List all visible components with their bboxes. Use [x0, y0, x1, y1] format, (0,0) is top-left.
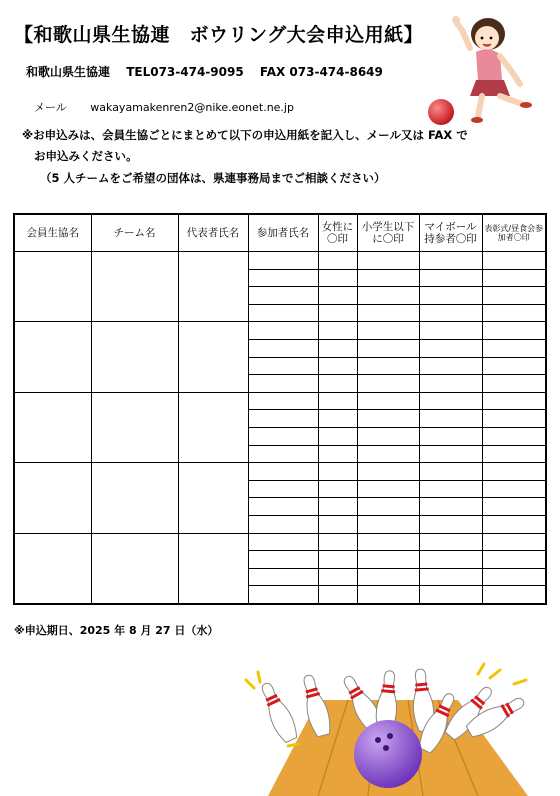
child-cell[interactable]: [357, 480, 419, 498]
table-body: [14, 252, 546, 604]
child-cell[interactable]: [357, 498, 419, 516]
female-cell[interactable]: [318, 252, 357, 270]
header-female: 女性に〇印: [318, 214, 357, 252]
ceremony-cell[interactable]: [482, 533, 546, 551]
participant-cell[interactable]: [248, 304, 318, 322]
ceremony-cell[interactable]: [482, 252, 546, 270]
female-cell[interactable]: [318, 287, 357, 305]
header-ceremony: 表彰式/昼食会参加者〇印: [482, 214, 546, 252]
ceremony-cell[interactable]: [482, 392, 546, 410]
participant-cell[interactable]: [248, 463, 318, 481]
team-cell[interactable]: [91, 322, 178, 392]
child-cell[interactable]: [357, 339, 419, 357]
representative-cell[interactable]: [178, 392, 248, 462]
ceremony-cell[interactable]: [482, 339, 546, 357]
participant-cell[interactable]: [248, 568, 318, 586]
ceremony-cell[interactable]: [482, 357, 546, 375]
female-cell[interactable]: [318, 463, 357, 481]
female-cell[interactable]: [318, 410, 357, 428]
participant-cell[interactable]: [248, 533, 318, 551]
ceremony-cell[interactable]: [482, 498, 546, 516]
myball-cell[interactable]: [419, 480, 482, 498]
representative-cell[interactable]: [178, 322, 248, 392]
participant-cell[interactable]: [248, 375, 318, 393]
participant-cell[interactable]: [248, 586, 318, 604]
myball-cell[interactable]: [419, 568, 482, 586]
header-participant: 参加者氏名: [248, 214, 318, 252]
header-coop: 会員生協名: [14, 214, 91, 252]
table-row: [14, 463, 546, 481]
table-header-row: [14, 214, 546, 252]
participant-cell[interactable]: [248, 498, 318, 516]
female-cell[interactable]: [318, 427, 357, 445]
table-row: [14, 392, 546, 410]
female-cell[interactable]: [318, 551, 357, 569]
team-cell[interactable]: [91, 463, 178, 533]
table-row: [14, 252, 546, 270]
mail-label: メール: [34, 101, 67, 114]
red-bowling-ball-icon: [426, 97, 456, 127]
myball-cell[interactable]: [419, 586, 482, 604]
child-cell[interactable]: [357, 445, 419, 463]
female-cell[interactable]: [318, 375, 357, 393]
participant-cell[interactable]: [248, 427, 318, 445]
header-representative: 代表者氏名: [178, 214, 248, 252]
female-cell[interactable]: [318, 515, 357, 533]
participant-cell[interactable]: [248, 551, 318, 569]
myball-cell[interactable]: [419, 304, 482, 322]
deadline-note: ※申込期日、2025 年 8 月 27 日（水）: [14, 624, 219, 637]
myball-cell[interactable]: [419, 463, 482, 481]
ceremony-cell[interactable]: [482, 375, 546, 393]
ceremony-cell[interactable]: [482, 551, 546, 569]
child-cell[interactable]: [357, 392, 419, 410]
participant-cell[interactable]: [248, 480, 318, 498]
myball-cell[interactable]: [419, 339, 482, 357]
ceremony-cell[interactable]: [482, 515, 546, 533]
note-line-1: ※お申込みは、会員生協ごとにまとめて以下の申込用紙を記入し、メール又は FAX で: [22, 128, 468, 142]
note-line-3: （5 人チームをご希望の団体は、県連事務局までご相談ください）: [40, 171, 386, 185]
myball-cell[interactable]: [419, 551, 482, 569]
application-table: [13, 213, 547, 605]
header-team: チーム名: [91, 214, 178, 252]
ceremony-cell[interactable]: [482, 410, 546, 428]
bowling-pins-illustration: [228, 660, 560, 796]
female-cell[interactable]: [318, 586, 357, 604]
child-cell[interactable]: [357, 375, 419, 393]
child-cell[interactable]: [357, 304, 419, 322]
header-myball: マイボール持参者〇印: [419, 214, 482, 252]
child-cell[interactable]: [357, 269, 419, 287]
myball-cell[interactable]: [419, 427, 482, 445]
myball-cell[interactable]: [419, 375, 482, 393]
child-cell[interactable]: [357, 322, 419, 340]
ceremony-cell[interactable]: [482, 445, 546, 463]
myball-cell[interactable]: [419, 515, 482, 533]
ceremony-cell[interactable]: [482, 287, 546, 305]
female-cell[interactable]: [318, 304, 357, 322]
myball-cell[interactable]: [419, 287, 482, 305]
ceremony-cell[interactable]: [482, 586, 546, 604]
ceremony-cell[interactable]: [482, 427, 546, 445]
female-cell[interactable]: [318, 533, 357, 551]
coop-cell[interactable]: [14, 322, 91, 392]
myball-cell[interactable]: [419, 322, 482, 340]
female-cell[interactable]: [318, 498, 357, 516]
child-cell[interactable]: [357, 551, 419, 569]
representative-cell[interactable]: [178, 533, 248, 604]
coop-cell[interactable]: [14, 252, 91, 322]
contact-line: [26, 63, 395, 80]
mail-address: wakayamakenren2@nike.eonet.ne.jp: [90, 101, 294, 114]
ceremony-cell[interactable]: [482, 304, 546, 322]
female-cell[interactable]: [318, 322, 357, 340]
team-cell[interactable]: [91, 252, 178, 322]
org-name: 和歌山県生協連: [26, 65, 111, 79]
ceremony-cell[interactable]: [482, 269, 546, 287]
child-cell[interactable]: [357, 515, 419, 533]
table-row: [14, 533, 546, 551]
child-cell[interactable]: [357, 410, 419, 428]
participant-cell[interactable]: [248, 515, 318, 533]
myball-cell[interactable]: [419, 392, 482, 410]
participant-cell[interactable]: [248, 392, 318, 410]
participant-cell[interactable]: [248, 322, 318, 340]
female-cell[interactable]: [318, 269, 357, 287]
ceremony-cell[interactable]: [482, 322, 546, 340]
child-cell[interactable]: [357, 287, 419, 305]
participant-cell[interactable]: [248, 357, 318, 375]
ceremony-cell[interactable]: [482, 480, 546, 498]
child-cell[interactable]: [357, 427, 419, 445]
child-cell[interactable]: [357, 533, 419, 551]
representative-cell[interactable]: [178, 252, 248, 322]
team-cell[interactable]: [91, 533, 178, 604]
tel-number: TEL073-474-9095: [126, 65, 244, 79]
myball-cell[interactable]: [419, 252, 482, 270]
ceremony-cell[interactable]: [482, 568, 546, 586]
child-cell[interactable]: [357, 357, 419, 375]
representative-cell[interactable]: [178, 463, 248, 533]
participant-cell[interactable]: [248, 269, 318, 287]
female-cell[interactable]: [318, 339, 357, 357]
myball-cell[interactable]: [419, 533, 482, 551]
myball-cell[interactable]: [419, 269, 482, 287]
child-cell[interactable]: [357, 463, 419, 481]
ceremony-cell[interactable]: [482, 463, 546, 481]
header-child: 小学生以下に〇印: [357, 214, 419, 252]
page-title: 【和歌山県生協連 ボウリング大会申込用紙】: [14, 24, 424, 46]
participant-cell[interactable]: [248, 445, 318, 463]
female-cell[interactable]: [318, 357, 357, 375]
coop-cell[interactable]: [14, 463, 91, 533]
child-cell[interactable]: [357, 586, 419, 604]
myball-cell[interactable]: [419, 445, 482, 463]
child-cell[interactable]: [357, 568, 419, 586]
participant-cell[interactable]: [248, 252, 318, 270]
purple-bowling-ball-icon: [354, 720, 422, 788]
child-cell[interactable]: [357, 252, 419, 270]
table-row: [14, 322, 546, 340]
fax-number: FAX 073-474-8649: [259, 65, 383, 79]
coop-cell[interactable]: [14, 392, 91, 462]
participant-cell[interactable]: [248, 287, 318, 305]
coop-cell[interactable]: [14, 533, 91, 604]
myball-cell[interactable]: [419, 410, 482, 428]
female-cell[interactable]: [318, 445, 357, 463]
myball-cell[interactable]: [419, 498, 482, 516]
team-cell[interactable]: [91, 392, 178, 462]
participant-cell[interactable]: [248, 410, 318, 428]
note-line-2: お申込みください。: [34, 149, 138, 163]
female-cell[interactable]: [318, 392, 357, 410]
female-cell[interactable]: [318, 480, 357, 498]
participant-cell[interactable]: [248, 339, 318, 357]
myball-cell[interactable]: [419, 357, 482, 375]
mail-line: [34, 99, 294, 115]
female-cell[interactable]: [318, 568, 357, 586]
